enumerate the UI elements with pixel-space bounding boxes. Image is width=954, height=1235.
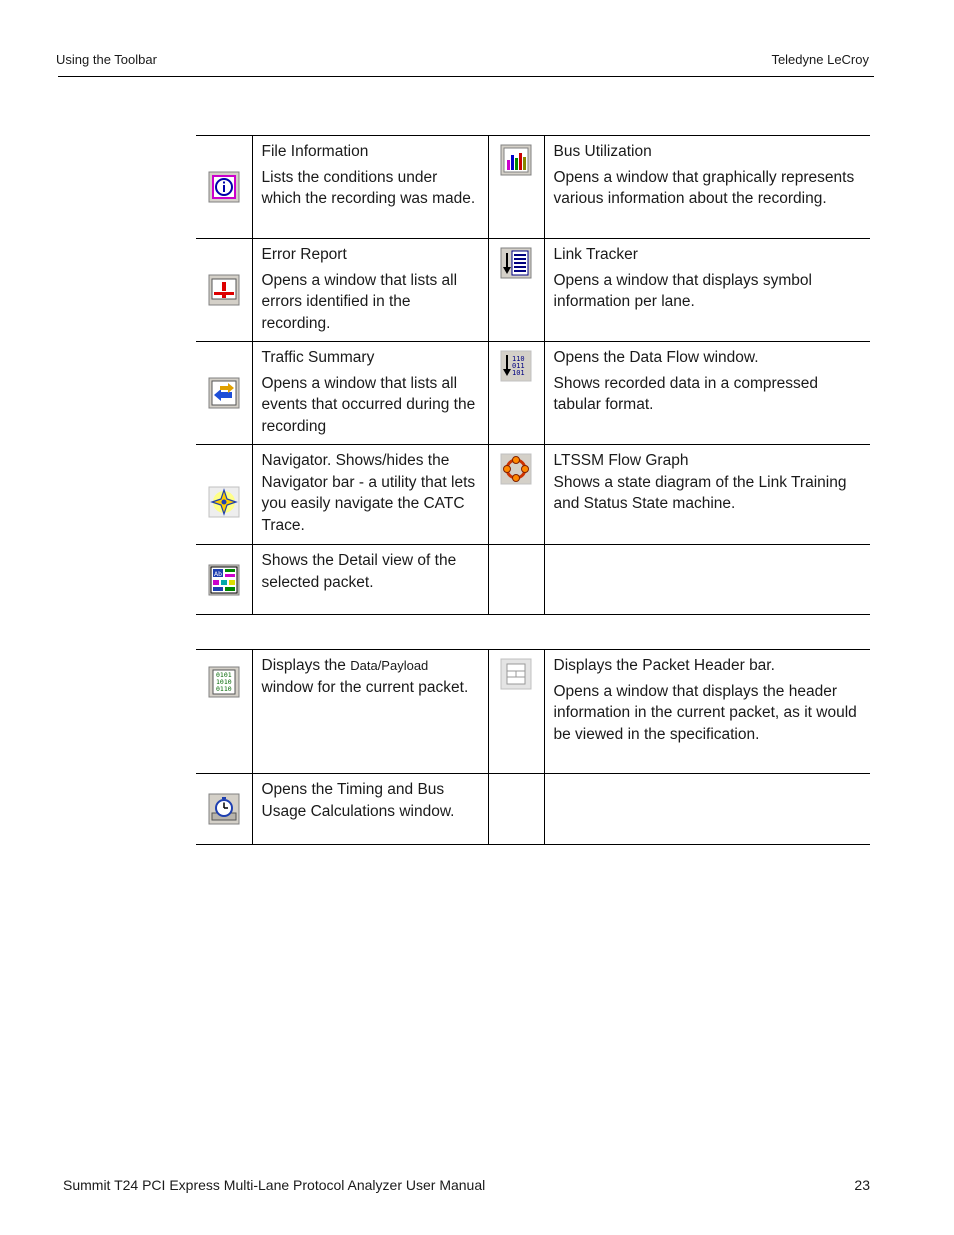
data-flow-title: Opens the Data Flow window. [553, 349, 759, 366]
footer-manual-title: Summit T24 PCI Express Multi-Lane Protocol Analyzer User Manual [63, 1177, 486, 1193]
svg-text:0101: 0101 [215, 671, 232, 679]
table-row [196, 136, 870, 239]
file-information-title: File Information [261, 143, 369, 160]
table-row [196, 774, 870, 845]
ltssm-flow-graph-desc: Shows a state diagram of the Link Training and Status State machine. [553, 473, 847, 512]
table-row [196, 239, 870, 342]
toolbar-table-2 [196, 649, 870, 845]
bus-utilization-desc: Opens a window that graphically represents various information about the recording. [553, 168, 855, 207]
svg-text:110: 110 [512, 355, 525, 363]
error-report-title: Error Report [261, 246, 347, 263]
running-header-company: Teledyne LeCroy [771, 52, 869, 67]
ltssm-flow-graph-title: LTSSM Flow Graph [553, 452, 689, 469]
svg-text:1010: 1010 [215, 678, 232, 686]
link-tracker-icon [500, 247, 532, 279]
toolbar-table-1 [196, 135, 870, 615]
packet-header-desc: Opens a window that displays the header information in the current packet, as it would be viewed in the specification. [553, 682, 857, 743]
data-flow-desc: Shows recorded data in a compressed tabular format. [553, 374, 819, 413]
page-number: 23 [854, 1177, 870, 1193]
svg-text:0110: 0110 [215, 685, 232, 693]
link-tracker-desc: Opens a window that displays symbol information per lane. [553, 271, 812, 310]
timing-calc-desc: Opens the Timing and Bus Usage Calculations window. [261, 781, 455, 820]
data-flow-icon [500, 350, 532, 382]
table-row [196, 342, 870, 445]
timing-calc-icon [208, 793, 240, 825]
data-payload-desc: Displays the Data/Payload window for the current packet. [261, 657, 469, 696]
packet-header-title: Displays the Packet Header bar. [553, 657, 775, 674]
svg-text:101: 101 [512, 369, 525, 377]
packet-header-icon [500, 658, 532, 690]
navigator-desc: Navigator. Shows/hides the Navigator bar - a utility that lets you easily navigate the CATC Trace. [261, 452, 476, 534]
error-report-icon [208, 274, 240, 306]
navigator-icon [208, 486, 240, 518]
header-divider [58, 76, 874, 77]
bus-utilization-title: Bus Utilization [553, 143, 652, 160]
detail-view-icon [208, 564, 240, 596]
table-row [196, 650, 870, 774]
info-icon [208, 171, 240, 203]
table-row [196, 445, 870, 545]
error-report-desc: Opens a window that lists all errors identified in the recording. [261, 271, 458, 332]
traffic-summary-title: Traffic Summary [261, 349, 375, 366]
traffic-summary-icon [208, 377, 240, 409]
running-header-section: Using the Toolbar [56, 52, 157, 67]
svg-text:011: 011 [512, 362, 525, 370]
link-tracker-title: Link Tracker [553, 246, 638, 263]
detail-view-desc: Shows the Detail view of the selected packet. [261, 552, 457, 591]
data-payload-icon [208, 666, 240, 698]
ltssm-flow-graph-icon [500, 453, 532, 485]
table-row [196, 545, 870, 615]
traffic-summary-desc: Opens a window that lists all events that occurred during the recording [261, 374, 476, 435]
bar-chart-icon [500, 144, 532, 176]
svg-text:Ab: Ab [213, 570, 222, 578]
file-information-desc: Lists the conditions under which the recording was made. [261, 168, 476, 207]
